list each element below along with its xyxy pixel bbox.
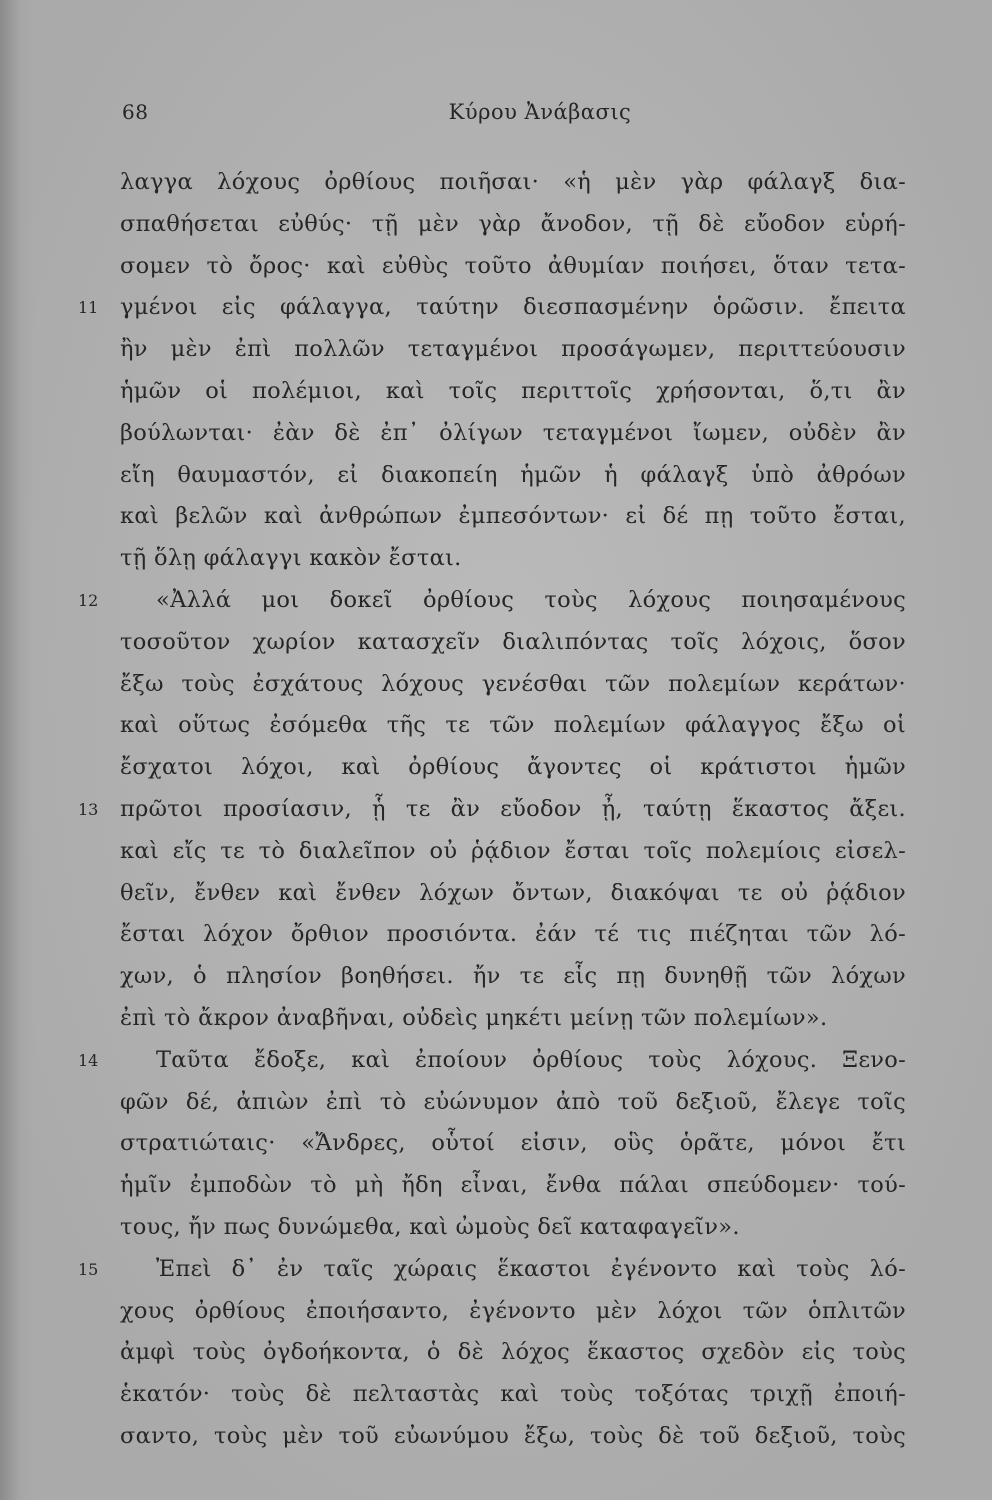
text-line	[120, 1207, 906, 1249]
section-number: 14	[78, 1050, 99, 1070]
text-line	[120, 705, 906, 747]
line-text: πρῶτοι προσίασιν, ᾗ τε ἂν εὔοδον ᾖ, ταύτῃ ἕκαστος ἄξει.	[120, 795, 906, 822]
text-line	[120, 455, 906, 497]
line-text: ἔσται λόχον ὄρθιον προσιόντα. ἐάν τέ τις πιέζηται τῶν λό-	[120, 921, 906, 948]
text-line	[120, 538, 906, 580]
text-line	[120, 622, 906, 664]
line-text: χων, ὁ πλησίον βοηθήσει. ἤν τε εἷς πῃ δυνηθῇ τῶν λόχων	[120, 963, 906, 990]
text-line	[78, 287, 906, 329]
text-line	[120, 1416, 906, 1458]
line-text: ἡμῖν ἐμποδὼν τὸ μὴ ἤδη εἶναι, ἔνθα πάλαι σπεύδομεν· τού-	[120, 1172, 906, 1199]
text-line	[120, 747, 906, 789]
text-line	[78, 1040, 906, 1082]
page-header	[120, 100, 920, 136]
text-line	[120, 371, 906, 413]
line-text: καὶ εἴς τε τὸ διαλεῖπον οὐ ῥᾴδιον ἔσται τοῖς πολεμίοις εἰσελ-	[120, 837, 906, 864]
line-text: σαντο, τοὺς μὲν τοῦ εὐωνύμου ἔξω, τοὺς δὲ τοῦ δεξιοῦ, τοὺς	[120, 1422, 906, 1449]
line-text: τῇ ὅλῃ φάλαγγι κακὸν ἔσται.	[120, 545, 462, 572]
text-line	[120, 1082, 906, 1124]
line-text: σομεν τὸ ὄρος· καὶ εὐθὺς τοῦτο ἀθυμίαν ποιήσει, ὅταν τετα-	[120, 252, 906, 279]
line-text: ἔξω τοὺς ἐσχάτους λόχους γενέσθαι τῶν πολεμίων κεράτων·	[120, 670, 906, 697]
text-line	[120, 914, 906, 956]
line-text: «Ἀλλά μοι δοκεῖ ὀρθίους τοὺς λόχους ποιησαμένους	[156, 586, 906, 613]
text-line	[120, 413, 906, 455]
text-line	[120, 831, 906, 873]
text-line	[120, 664, 906, 706]
body-text	[78, 162, 906, 1458]
line-text: ἢν μὲν ἐπὶ πολλῶν τεταγμένοι προσάγωμεν, περιττεύουσιν	[120, 336, 906, 363]
text-line	[120, 1291, 906, 1333]
section-number: 15	[78, 1259, 99, 1279]
line-text: τοσοῦτον χωρίον κατασχεῖν διαλιπόντας τοῖς λόχοις, ὅσον	[120, 628, 906, 655]
line-text: θεῖν, ἔνθεν καὶ ἔνθεν λόχων ὄντων, διακόψαι τε οὐ ῥᾴδιον	[120, 879, 906, 906]
text-line	[120, 1123, 906, 1165]
line-text: ἑκατόν· τοὺς δὲ πελταστὰς καὶ τοὺς τοξότας τριχῇ ἐποιή-	[120, 1381, 906, 1408]
text-line	[120, 496, 906, 538]
line-text: τους, ἤν πως δυνώμεθα, καὶ ὠμοὺς δεῖ καταφαγεῖν».	[120, 1213, 740, 1240]
line-text: εἴη θαυμαστόν, εἰ διακοπείη ἡμῶν ἡ φάλαγξ ὑπὸ ἀθρόων	[120, 461, 906, 488]
text-line	[120, 956, 906, 998]
spine-shadow	[0, 0, 34, 1500]
section-number: 12	[78, 590, 99, 610]
text-line	[120, 873, 906, 915]
text-line	[78, 789, 906, 831]
section-number: 11	[78, 298, 99, 318]
line-text: χους ὀρθίους ἐποιήσαντο, ἐγένοντο μὲν λόχοι τῶν ὁπλιτῶν	[120, 1297, 906, 1324]
line-text: ἀμφὶ τοὺς ὀγδοήκοντα, ὁ δὲ λόχος ἕκαστος σχεδὸν εἰς τοὺς	[120, 1339, 906, 1366]
text-line	[120, 246, 906, 288]
text-line	[120, 1374, 906, 1416]
line-text: ἐπὶ τὸ ἄκρον ἀναβῆναι, οὐδεὶς μηκέτι μείνῃ τῶν πολεμίων».	[120, 1004, 828, 1031]
text-line	[120, 329, 906, 371]
text-line	[120, 1165, 906, 1207]
line-text: καὶ βελῶν καὶ ἀνθρώπων ἐμπεσόντων· εἰ δέ πῃ τοῦτο ἔσται,	[120, 503, 906, 530]
line-text: σπαθήσεται εὐθύς· τῇ μὲν γὰρ ἄνοδον, τῇ δὲ εὔοδον εὑρή-	[120, 210, 906, 237]
line-text: φῶν δέ, ἀπιὼν ἐπὶ τὸ εὐώνυμον ἀπὸ τοῦ δεξιοῦ, ἔλεγε τοῖς	[120, 1088, 906, 1115]
line-text: ἔσχατοι λόχοι, καὶ ὀρθίους ἄγοντες οἱ κράτιστοι ἡμῶν	[120, 754, 906, 781]
text-line	[120, 162, 906, 204]
running-title: Κύρου Ἀνάβασις	[448, 100, 632, 124]
line-text: γμένοι εἰς φάλαγγα, ταύτην διεσπασμένην ὁρῶσιν. ἔπειτα	[120, 294, 906, 321]
line-text: καὶ οὕτως ἐσόμεθα τῆς τε τῶν πολεμίων φάλαγγος ἔξω οἱ	[120, 712, 906, 739]
line-text: ἡμῶν οἱ πολέμιοι, καὶ τοῖς περιττοῖς χρήσονται, ὅ,τι ἂν	[120, 377, 906, 404]
text-line	[120, 204, 906, 246]
line-text: στρατιώταις· «Ἄνδρες, οὗτοί εἰσιν, οὓς ὁρᾶτε, μόνοι ἔτι	[120, 1130, 906, 1157]
line-text: βούλωνται· ἐὰν δὲ ἐπ᾽ ὀλίγων τεταγμένοι ἴωμεν, οὐδὲν ἂν	[120, 419, 906, 446]
text-line	[120, 998, 906, 1040]
text-line	[78, 580, 906, 622]
line-text: Ἐπεὶ δ᾽ ἐν ταῖς χώραις ἕκαστοι ἐγένοντο καὶ τοὺς λό-	[156, 1255, 906, 1282]
line-text: Ταῦτα ἔδοξε, καὶ ἐποίουν ὀρθίους τοὺς λόχους. Ξενο-	[156, 1046, 906, 1073]
line-text: λαγγα λόχους ὀρθίους ποιῆσαι· «ἡ μὲν γὰρ φάλαγξ δια-	[120, 169, 906, 195]
text-line	[120, 1332, 906, 1374]
text-line	[78, 1249, 906, 1291]
page-number: 68	[122, 100, 149, 124]
section-number: 13	[78, 799, 99, 819]
